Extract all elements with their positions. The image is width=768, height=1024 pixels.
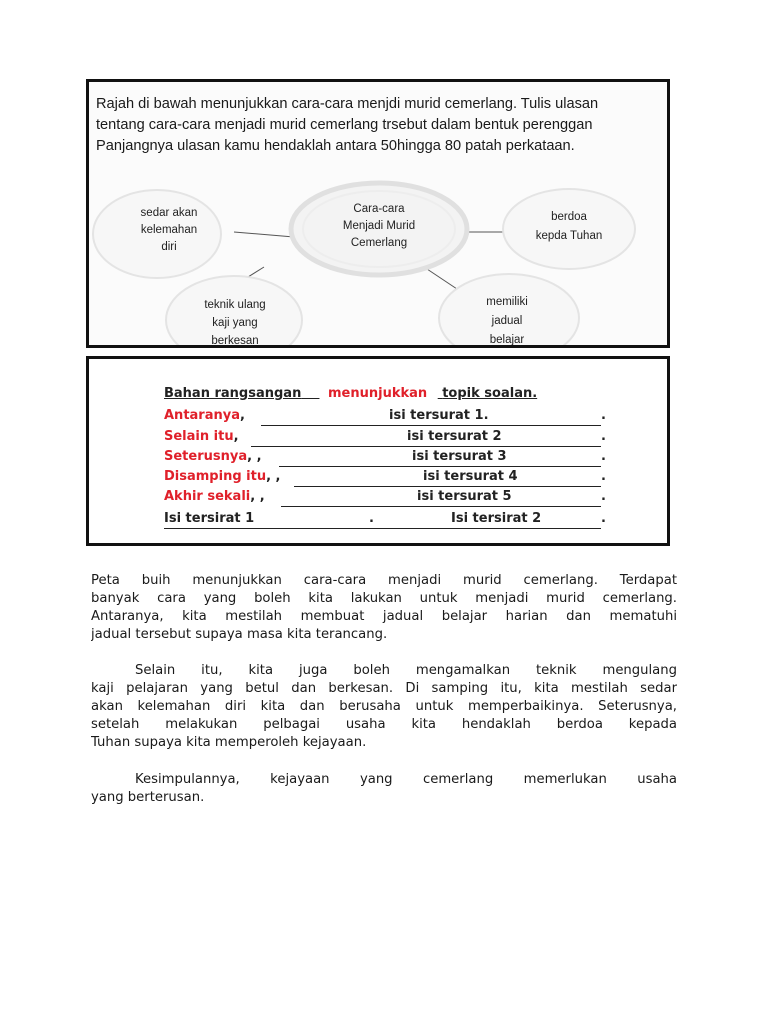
- essay-template-box: [86, 356, 670, 546]
- template-header: [164, 386, 537, 401]
- row-end: .: [601, 469, 606, 484]
- tersirat-right: Isi tersirat 2: [451, 511, 542, 526]
- essay-line: Tuhan supaya kita memperoleh kejayaan.: [91, 735, 367, 750]
- essay-line: akan kelemahan diri kita dan berusaha untuk memperbaikinya. Seterusnya,: [91, 699, 677, 714]
- row-end: .: [601, 511, 606, 526]
- blank-line: [251, 446, 601, 447]
- bubble-label: kaji yang: [212, 317, 258, 329]
- header-keyword: menunjukkan: [327, 386, 428, 401]
- bubble-map-image: [86, 79, 670, 348]
- essay-paragraph-2: [91, 662, 677, 752]
- row-label: Disamping itu: [164, 469, 267, 484]
- tersirat-left: Isi tersirat 1: [164, 511, 255, 526]
- essay-line: banyak cara yang boleh kita lakukan untuk menjadi murid cemerlang.: [91, 591, 677, 606]
- question-line: tentang cara-cara menjadi murid cemerlang trsebut dalam bentuk perenggan: [96, 117, 593, 133]
- bubble-label: kelemahan: [140, 224, 198, 236]
- tersirat-separator: .: [369, 511, 374, 526]
- row-fill: isi tersurat 5: [417, 489, 512, 504]
- center-label: Menjadi Murid: [342, 220, 416, 232]
- bubble-label: kepda Tuhan: [535, 230, 603, 242]
- template-row: Antaranya,: [164, 408, 245, 423]
- bubble-top-right: [503, 189, 635, 269]
- essay-line: Antaranya, kita mestilah membuat jadual belajar harian dan mematuhi: [91, 609, 677, 624]
- template-row: Disamping itu, ,: [164, 469, 281, 484]
- bubble-label: sedar akan: [140, 207, 198, 219]
- row-label: Akhir sekali: [164, 489, 251, 504]
- essay-line: jadual tersebut supaya masa kita terancang.: [91, 627, 388, 642]
- bubble-label: teknik ulang: [204, 299, 266, 311]
- center-label: Cara-cara: [353, 203, 405, 215]
- header-part: Bahan rangsangan: [164, 386, 302, 401]
- question-line: Rajah di bawah menunjukkan cara-cara menjdi murid cemerlang. Tulis ulasan: [96, 96, 599, 112]
- row-label: Selain itu: [164, 429, 234, 444]
- row-label: Antaranya: [164, 408, 240, 423]
- row-label: Seterusnya: [164, 449, 248, 464]
- template-row: Akhir sekali, ,: [164, 489, 265, 504]
- row-fill: isi tersurat 3: [412, 449, 507, 464]
- essay-line: yang berterusan.: [91, 790, 205, 805]
- essay-line: setelah melakukan pelbagai usaha kita hendaklah berdoa kepada: [91, 717, 677, 732]
- essay-paragraph-1: [91, 572, 677, 644]
- row-fill: isi tersurat 4: [423, 469, 518, 484]
- bubble-map-diagram: [89, 82, 670, 348]
- blank-line: [294, 486, 601, 487]
- essay-line: Kesimpulannya, kejayaan yang cemerlang memerlukan usaha: [135, 772, 677, 787]
- row-end: .: [601, 489, 606, 504]
- bubble-label: berdoa: [551, 211, 587, 223]
- template-row: Selain itu,: [164, 429, 239, 444]
- blank-line: [164, 528, 601, 529]
- bubble-label: belajar: [489, 334, 525, 346]
- essay-paragraph-3: [91, 771, 677, 807]
- row-fill: isi tersurat 1.: [389, 408, 489, 423]
- blank-line: [261, 425, 601, 426]
- blank-line: [281, 506, 601, 507]
- center-label: Cemerlang: [350, 237, 408, 249]
- essay-line: Peta buih menunjukkan cara-cara menjadi murid cemerlang. Terdapat: [91, 573, 677, 588]
- essay-line: Selain itu, kita juga boleh mengamalkan teknik mengulang: [135, 663, 677, 678]
- connector-line: [234, 232, 294, 237]
- row-end: .: [601, 408, 606, 423]
- row-fill: isi tersurat 2: [407, 429, 502, 444]
- header-part: topik soalan.: [442, 386, 538, 401]
- bubble-label: jadual: [491, 315, 523, 327]
- question-line: Panjangnya ulasan kamu hendaklah antara 50hingga 80 patah perkataan.: [96, 138, 575, 154]
- bubble-label: diri: [161, 241, 177, 253]
- bubble-label: memiliki: [486, 296, 528, 308]
- row-end: .: [601, 449, 606, 464]
- bubble-label: berkesan: [211, 335, 259, 347]
- row-end: .: [601, 429, 606, 444]
- template-row: Seterusnya, ,: [164, 449, 262, 464]
- blank-line: [279, 466, 601, 467]
- essay-line: kaji pelajaran yang betul dan berkesan. Di samping itu, kita mestilah sedar: [91, 681, 677, 696]
